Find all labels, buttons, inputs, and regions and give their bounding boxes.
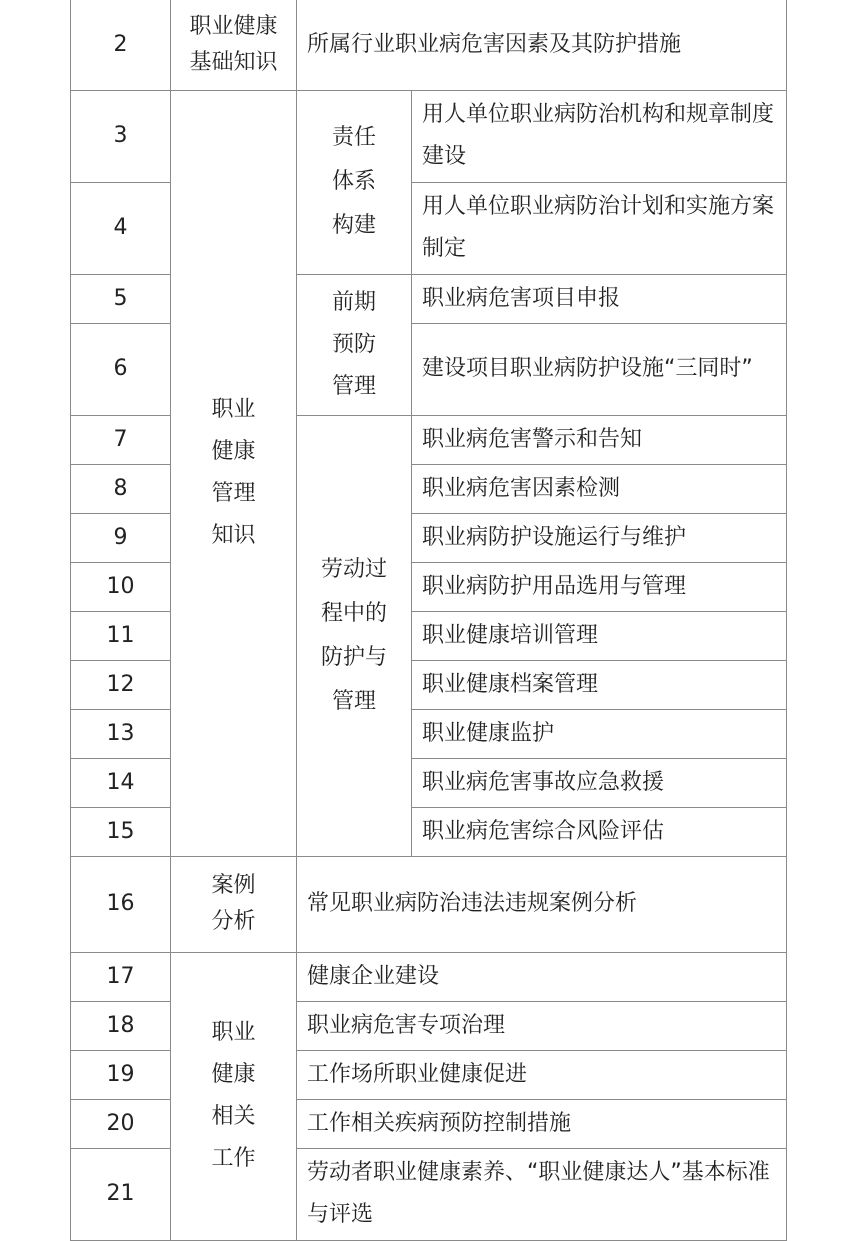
category-cell bbox=[171, 952, 297, 1240]
row-number: 16 bbox=[71, 856, 171, 952]
row-number: 18 bbox=[71, 1001, 171, 1050]
row-number: 15 bbox=[71, 807, 171, 856]
item-cell: 建设项目职业病防护设施“三同时” bbox=[412, 323, 787, 415]
table-row bbox=[71, 952, 787, 1001]
category-cell bbox=[171, 0, 297, 90]
item-cell: 工作场所职业健康促进 bbox=[297, 1050, 787, 1099]
row-number: 10 bbox=[71, 562, 171, 611]
item-cell: 常见职业病防治违法违规案例分析 bbox=[297, 856, 787, 952]
subcategory-cell bbox=[297, 415, 412, 856]
row-number: 3 bbox=[71, 90, 171, 182]
table-row bbox=[71, 856, 787, 952]
item-cell: 健康企业建设 bbox=[297, 952, 787, 1001]
subcategory-label: 前期预防管理 bbox=[331, 289, 376, 399]
row-number: 21 bbox=[71, 1148, 171, 1240]
table-row bbox=[71, 90, 787, 182]
item-cell: 职业病危害事故应急救援 bbox=[412, 758, 787, 807]
item-cell: 职业病危害警示和告知 bbox=[412, 415, 787, 464]
table-row bbox=[71, 0, 787, 90]
subcategory-label: 劳动过程中的防护与管理 bbox=[320, 556, 387, 714]
item-cell: 用人单位职业病防治计划和实施方案制定 bbox=[412, 182, 787, 274]
row-number: 14 bbox=[71, 758, 171, 807]
row-number: 9 bbox=[71, 513, 171, 562]
item-cell: 工作相关疾病预防控制措施 bbox=[297, 1099, 787, 1148]
item-cell: 职业健康档案管理 bbox=[412, 660, 787, 709]
row-number: 2 bbox=[71, 0, 171, 90]
category-label: 职业健康基础知识 bbox=[189, 13, 278, 75]
item-cell: 所属行业职业病危害因素及其防护措施 bbox=[297, 0, 787, 90]
item-cell: 职业病危害综合风险评估 bbox=[412, 807, 787, 856]
row-number: 7 bbox=[71, 415, 171, 464]
item-cell: 职业健康培训管理 bbox=[412, 611, 787, 660]
row-number: 6 bbox=[71, 323, 171, 415]
subcategory-cell bbox=[297, 274, 412, 415]
subcategory-label: 责任体系构建 bbox=[331, 125, 376, 238]
row-number: 8 bbox=[71, 464, 171, 513]
curriculum-table bbox=[70, 0, 787, 1241]
category-label: 职业健康管理知识 bbox=[211, 397, 256, 548]
item-cell: 职业病危害项目申报 bbox=[412, 274, 787, 323]
item-cell: 劳动者职业健康素养、“职业健康达人”基本标准与评选 bbox=[297, 1148, 787, 1240]
item-cell: 职业病危害专项治理 bbox=[297, 1001, 787, 1050]
row-number: 11 bbox=[71, 611, 171, 660]
item-cell: 用人单位职业病防治机构和规章制度建设 bbox=[412, 90, 787, 182]
row-number: 5 bbox=[71, 274, 171, 323]
row-number: 19 bbox=[71, 1050, 171, 1099]
page bbox=[70, 0, 786, 1241]
item-cell: 职业健康监护 bbox=[412, 709, 787, 758]
row-number: 17 bbox=[71, 952, 171, 1001]
item-cell: 职业病防护设施运行与维护 bbox=[412, 513, 787, 562]
category-cell bbox=[171, 856, 297, 952]
category-label: 职业健康相关工作 bbox=[211, 1020, 256, 1171]
subcategory-cell bbox=[297, 90, 412, 274]
row-number: 20 bbox=[71, 1099, 171, 1148]
row-number: 13 bbox=[71, 709, 171, 758]
item-cell: 职业病防护用品选用与管理 bbox=[412, 562, 787, 611]
row-number: 4 bbox=[71, 182, 171, 274]
row-number: 12 bbox=[71, 660, 171, 709]
category-label: 案例分析 bbox=[211, 873, 256, 934]
item-cell: 职业病危害因素检测 bbox=[412, 464, 787, 513]
category-cell bbox=[171, 90, 297, 856]
